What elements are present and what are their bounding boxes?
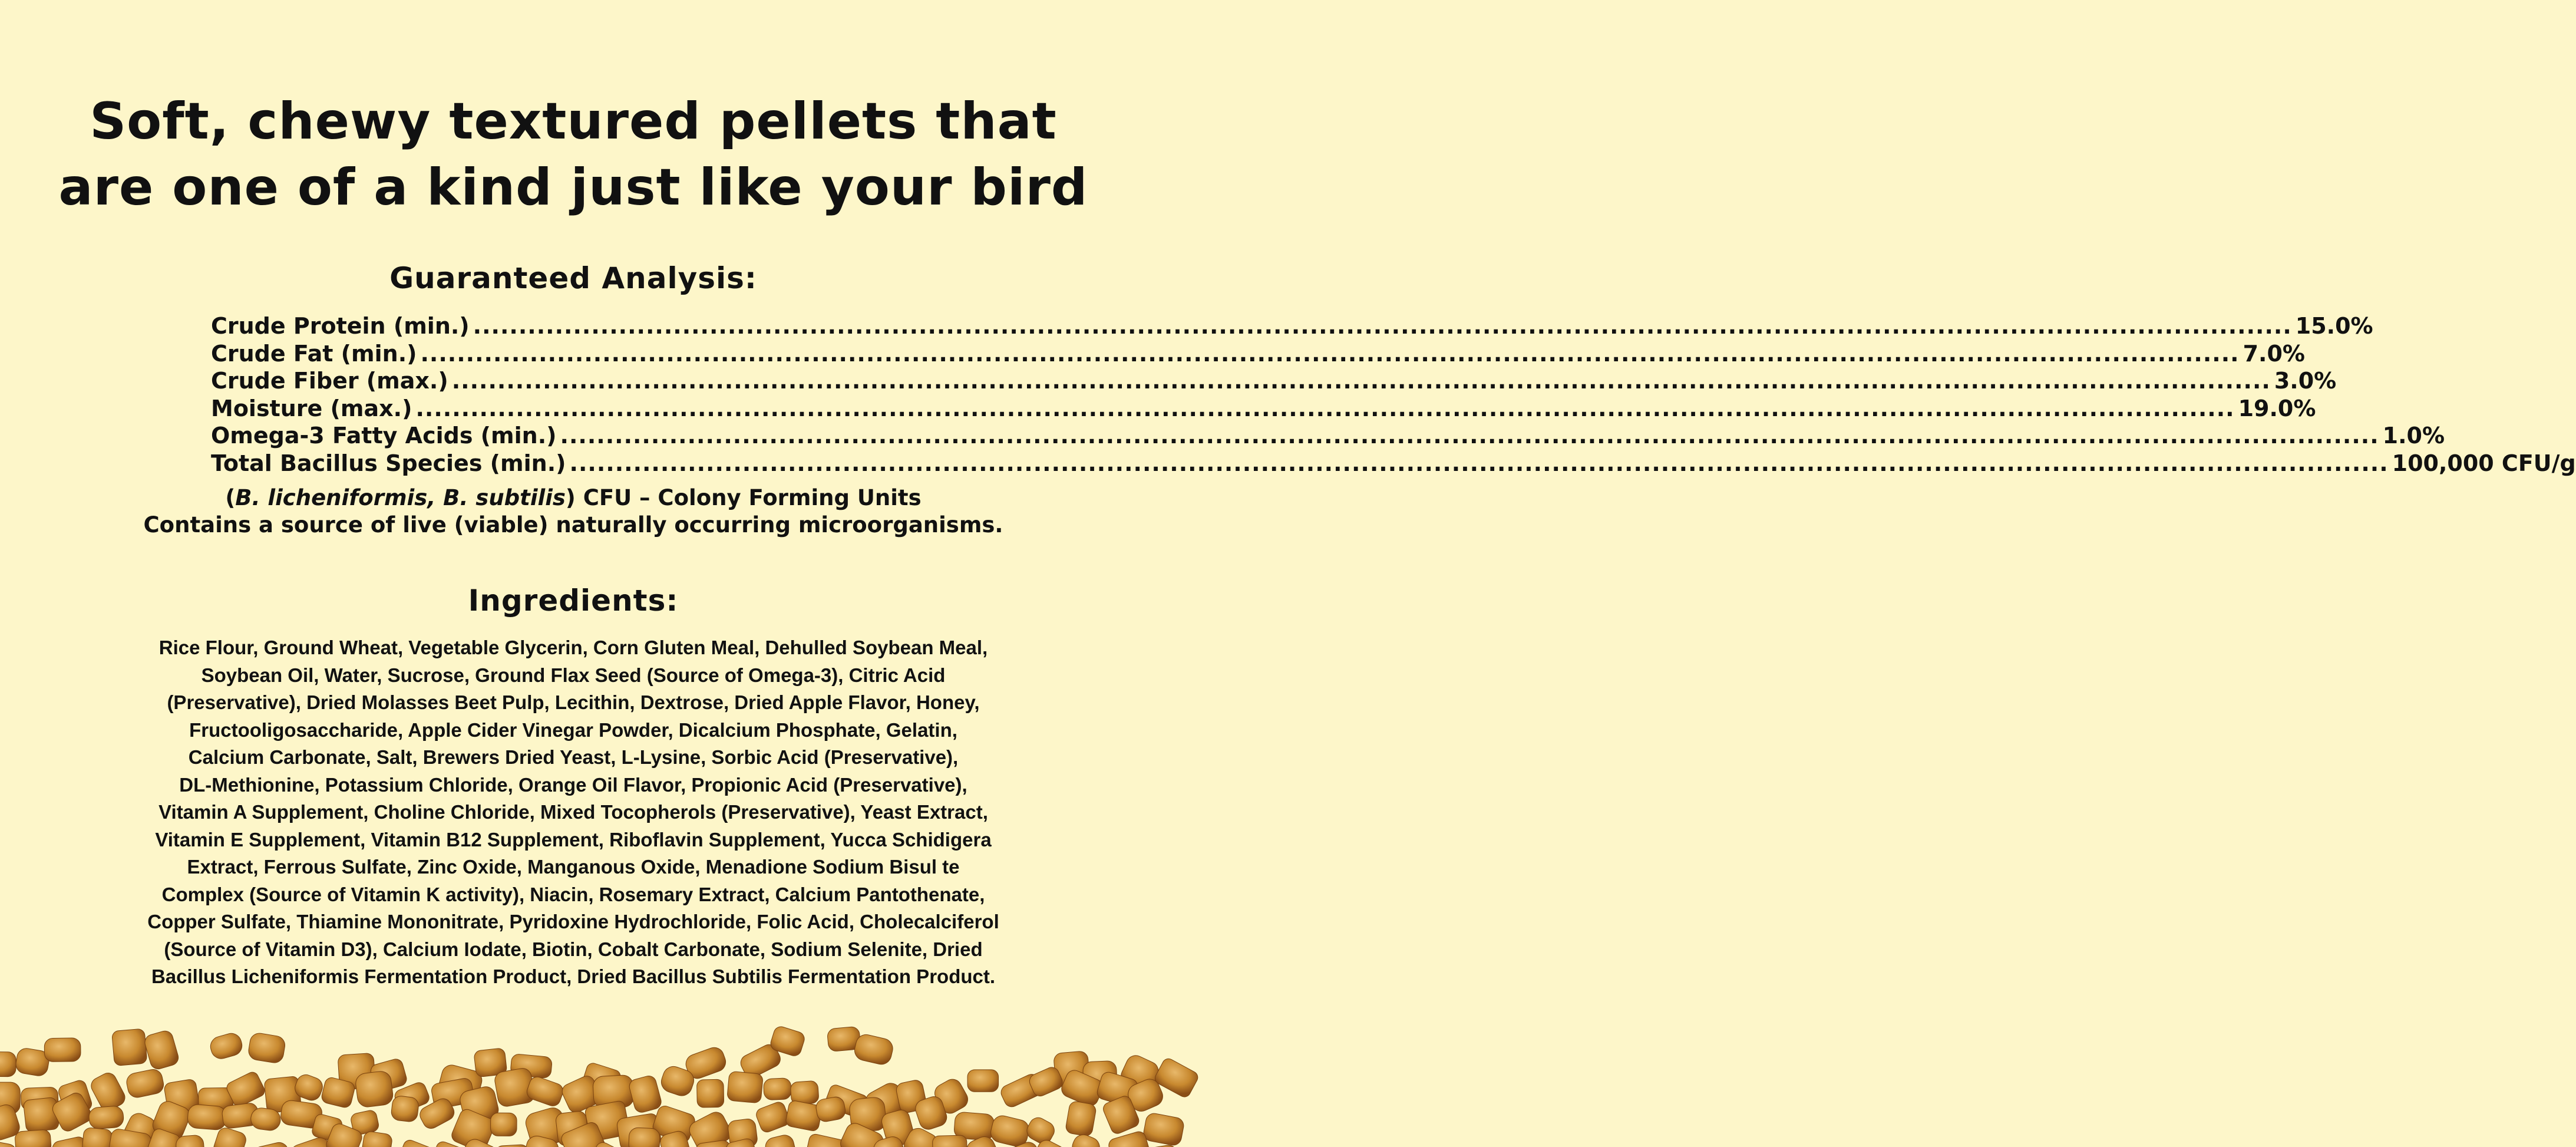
ingredients-line: Soybean Oil, Water, Sucrose, Ground Flax Seed (Source of Omega-3), Citric Acid: [201, 664, 946, 686]
pellet: [88, 1106, 124, 1130]
pellet: [727, 1071, 764, 1103]
cfu-note: (B. licheniformis, B. subtilis) CFU – Colony Forming Units: [225, 485, 922, 510]
analysis-value: 3.0%: [2274, 368, 2337, 394]
analysis-value: 100,000 CFU/g: [2392, 450, 2576, 476]
headline: [0, 88, 1147, 220]
analysis-footnote: [0, 484, 1147, 539]
pellet: [143, 1029, 180, 1071]
ingredients-line: Fructooligosaccharide, Apple Cider Vinegar Powder, Dicalcium Phosphate, Gelatin,: [189, 718, 957, 741]
ingredients-line: Bacillus Licheniformis Fermentation Product, Dried Bacillus Subtilis Fermentation Product.: [151, 965, 996, 987]
analysis-label: Moisture (max.): [211, 395, 412, 421]
analysis-label: Omega-3 Fatty Acids (min.): [211, 423, 557, 449]
pellet: [989, 1114, 1031, 1147]
analysis-value: 1.0%: [2382, 423, 2445, 449]
pellet: [697, 1079, 724, 1108]
pellet: [628, 1128, 660, 1147]
pellet: [628, 1075, 663, 1114]
guaranteed-analysis-title: Guaranteed Analysis:: [389, 261, 757, 295]
ingredients-line: DL-Methionine, Potassium Chloride, Orange Oil Flavor, Propionic Acid (Preservative),: [179, 773, 967, 796]
pellet: [853, 1033, 895, 1066]
pellet: [525, 1075, 565, 1108]
bacillus-species: B. licheniformis, B. subtilis: [235, 485, 566, 510]
pellet: [754, 1100, 791, 1134]
leader-dots: ........................................................................................................................................................................................................: [569, 450, 2389, 476]
pellet: [82, 1127, 113, 1147]
ingredients-line: Vitamin A Supplement, Choline Chloride, Mixed Tocopherols (Preservative), Yeast Extract,: [158, 801, 988, 823]
leader-dots: ........................................................................................................................................................................................................: [415, 395, 2235, 421]
guaranteed-analysis-list: [211, 312, 2576, 477]
pellet: [187, 1104, 226, 1130]
pellet: [15, 1129, 52, 1147]
pellet: [125, 1068, 165, 1099]
pellet: [491, 1113, 517, 1136]
pellet: [355, 1070, 394, 1108]
analysis-row-omega3: [211, 422, 2445, 450]
analysis-label: Total Bacillus Species (min.): [211, 450, 566, 476]
analysis-row-fiber: [211, 367, 2337, 395]
pellet: [391, 1095, 420, 1122]
headline-line-2: are one of a kind just like your bird: [58, 158, 1088, 217]
ingredients-list: [94, 634, 1052, 991]
ingredients-line: (Preservative), Dried Molasses Beet Pulp, Lecithin, Dextrose, Dried Apple Flavor, Honey,: [167, 691, 980, 713]
pellet: [967, 1070, 999, 1092]
leader-dots: ........................................................................................................................................................................................................: [451, 368, 2271, 394]
analysis-row-bacillus: [211, 450, 2576, 477]
pellets-photo: [0, 1014, 1147, 1147]
leader-dots: ........................................................................................................................................................................................................: [473, 313, 2292, 339]
pellet: [1142, 1112, 1185, 1146]
ingredients-line: Complex (Source of Vitamin K activity), Niacin, Rosemary Extract, Calcium Pantothenate,: [161, 883, 985, 905]
pellet: [44, 1038, 81, 1062]
leader-dots: ........................................................................................................................................................................................................: [420, 340, 2240, 367]
analysis-label: Crude Fiber (max.): [211, 368, 448, 394]
ingredients-line: Rice Flour, Ground Wheat, Vegetable Glycerin, Corn Gluten Meal, Dehulled Soybean Meal,: [158, 637, 988, 658]
pellet: [395, 1138, 441, 1147]
pellet: [247, 1032, 286, 1064]
leader-dots: ........................................................................................................................................................................................................: [560, 423, 2379, 449]
ingredients-line: Vitamin E Supplement, Vitamin B12 Supplement, Riboflavin Supplement, Yucca Schidigera: [155, 828, 992, 851]
analysis-label: Crude Protein (min.): [211, 313, 470, 339]
analysis-value: 15.0%: [2295, 313, 2373, 339]
pellet: [23, 1097, 59, 1132]
pellet: [208, 1031, 244, 1061]
ingredients-line: Copper Sulfate, Thiamine Mononitrate, Pyridoxine Hydrochloride, Folic Acid, Cholecalciferol: [147, 911, 999, 932]
ingredients-line: (Source of Vitamin D3), Calcium Iodate, Biotin, Cobalt Carbonate, Sodium Selenite, Dried: [164, 938, 983, 960]
ingredients-line: Extract, Ferrous Sulfate, Zinc Oxide, Manganous Oxide, Menadione Sodium Bisul te: [187, 856, 960, 878]
cfu-definition: ) CFU – Colony Forming Units: [565, 485, 922, 510]
pellet: [0, 1052, 16, 1076]
pellet: [112, 1029, 147, 1066]
analysis-row-protein: [211, 312, 2373, 340]
pellet: [1065, 1100, 1097, 1137]
analysis-row-fat: [211, 340, 2305, 368]
pellet-group: [0, 1025, 1200, 1147]
headline-line-1: Soft, chewy textured pellets that: [90, 92, 1057, 151]
ingredients-line: Calcium Carbonate, Salt, Brewers Dried Yeast, L-Lysine, Sorbic Acid (Preservative),: [188, 746, 959, 768]
analysis-label: Crude Fat (min.): [211, 340, 417, 367]
pellet: [764, 1133, 798, 1147]
live-microorganisms-note: Contains a source of live (viable) naturally occurring microorganisms.: [143, 512, 1003, 538]
analysis-row-moisture: [211, 395, 2316, 423]
ingredients-title: Ingredients:: [468, 584, 679, 618]
pellet: [932, 1135, 967, 1147]
pellet: [764, 1078, 792, 1100]
analysis-value: 7.0%: [2243, 340, 2305, 367]
analysis-value: 19.0%: [2238, 395, 2316, 421]
pellet: [496, 1144, 530, 1147]
pellet: [815, 1096, 847, 1123]
pellet: [250, 1141, 291, 1147]
